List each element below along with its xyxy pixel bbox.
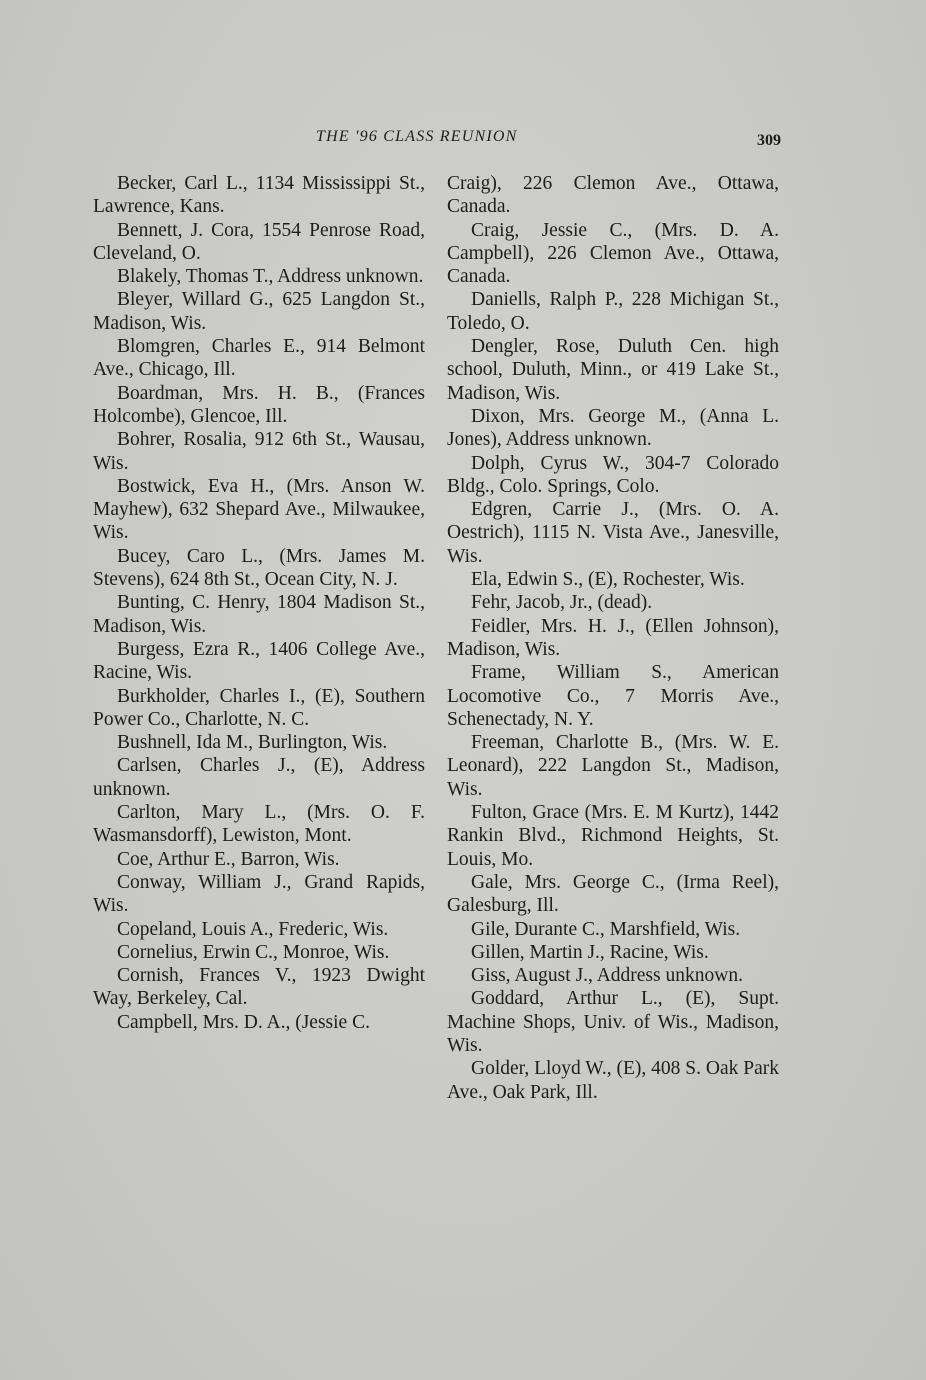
- list-entry: Feidler, Mrs. H. J., (Ellen Johnson), Madison, Wis.: [447, 615, 779, 660]
- list-entry: Gile, Durante C., Marshfield, Wis.: [471, 918, 741, 940]
- list-entry: Gale, Mrs. George C., (Irma Reel), Galesburg, Ill.: [447, 871, 779, 917]
- list-entry: Fulton, Grace (Mrs. E. M Kurtz), 1442 Rankin Blvd., Richmond Heights, St. Louis, Mo.: [447, 802, 779, 870]
- list-entry: Burgess, Ezra R., 1406 College Ave., Racine, Wis.: [93, 638, 425, 684]
- list-entry: Becker, Carl L., 1134 Mississippi St., Lawrence, Kans.: [93, 173, 425, 218]
- list-entry: Ela, Edwin S., (E), Rochester, Wis.: [471, 569, 745, 591]
- list-entry: Carlton, Mary L., (Mrs. O. F. Wasmansdorff), Lewiston, Mont.: [93, 802, 425, 847]
- list-entry: Cornelius, Erwin C., Monroe, Wis.: [117, 941, 390, 963]
- list-entry: Burkholder, Charles I., (E), Southern Power Co., Charlotte, N. C.: [93, 685, 425, 730]
- list-entry: Bucey, Caro L., (Mrs. James M. Stevens), 624 8th St., Ocean City, N. J.: [93, 545, 425, 591]
- page-number: 309: [757, 132, 781, 149]
- list-entry: Bleyer, Willard G., 625 Langdon St., Madison, Wis.: [93, 289, 425, 334]
- list-entry: Dolph, Cyrus W., 304-7 Colorado Bldg., Colo. Springs, Colo.: [447, 452, 779, 497]
- left-column: [93, 172, 425, 1034]
- list-entry: Edgren, Carrie J., (Mrs. O. A. Oestrich), 1115 N. Vista Ave., Janesville, Wis.: [447, 499, 779, 567]
- list-entry: Daniells, Ralph P., 228 Michigan St., Toledo, O.: [447, 289, 779, 334]
- list-entry: Dengler, Rose, Duluth Cen. high school, Duluth, Minn., or 419 Lake St., Madison, Wis.: [447, 336, 779, 404]
- list-entry: Fehr, Jacob, Jr., (dead).: [471, 592, 653, 614]
- list-entry: Bostwick, Eva H., (Mrs. Anson W. Mayhew), 632 Shepard Ave., Milwaukee, Wis.: [93, 475, 425, 544]
- list-entry: Craig, Jessie C., (Mrs. D. A. Campbell), 226 Clemon Ave., Ottawa, Canada.: [447, 219, 779, 288]
- list-entry: Cornish, Frances V., 1923 Dwight Way, Berkeley, Cal.: [93, 965, 425, 1010]
- list-entry: Frame, William S., American Locomotive Co., 7 Morris Ave., Schenectady, N. Y.: [447, 662, 779, 730]
- list-entry: Campbell, Mrs. D. A., (Jessie C.: [117, 1011, 370, 1033]
- list-entry: Blakely, Thomas T., Address unknown.: [117, 266, 424, 288]
- list-entry: Boardman, Mrs. H. B., (Frances Holcombe), Glencoe, Ill.: [93, 382, 425, 427]
- list-entry-continuation: Craig), 226 Clemon Ave., Ottawa, Canada.: [447, 173, 779, 218]
- list-entry: Gillen, Martin J., Racine, Wis.: [471, 941, 709, 963]
- list-entry: Giss, August J., Address unknown.: [471, 965, 743, 987]
- list-entry: Golder, Lloyd W., (E), 408 S. Oak Park Ave., Oak Park, Ill.: [447, 1058, 779, 1103]
- list-entry: Bennett, J. Cora, 1554 Penrose Road, Cleveland, O.: [93, 219, 425, 264]
- list-entry: Bunting, C. Henry, 1804 Madison St., Madison, Wis.: [93, 592, 425, 637]
- list-entry: Copeland, Louis A., Frederic, Wis.: [117, 918, 389, 940]
- list-entry: Conway, William J., Grand Rapids, Wis.: [93, 871, 425, 917]
- list-entry: Freeman, Charlotte B., (Mrs. W. E. Leonard), 222 Langdon St., Madison, Wis.: [447, 732, 779, 800]
- list-entry: Goddard, Arthur L., (E), Supt. Machine Shops, Univ. of Wis., Madison, Wis.: [447, 988, 779, 1056]
- list-entry: Blomgren, Charles E., 914 Belmont Ave., Chicago, Ill.: [93, 336, 425, 381]
- list-entry: Bohrer, Rosalia, 912 6th St., Wausau, Wis.: [93, 429, 425, 474]
- list-entry: Coe, Arthur E., Barron, Wis.: [117, 848, 340, 870]
- right-column: [447, 172, 779, 1104]
- list-entry: Bushnell, Ida M., Burlington, Wis.: [117, 732, 388, 754]
- running-title: THE '96 CLASS REUNION: [316, 128, 518, 145]
- list-entry: Carlsen, Charles J., (E), Address unknown.: [93, 755, 425, 800]
- list-entry: Dixon, Mrs. George M., (Anna L. Jones), Address unknown.: [447, 405, 779, 451]
